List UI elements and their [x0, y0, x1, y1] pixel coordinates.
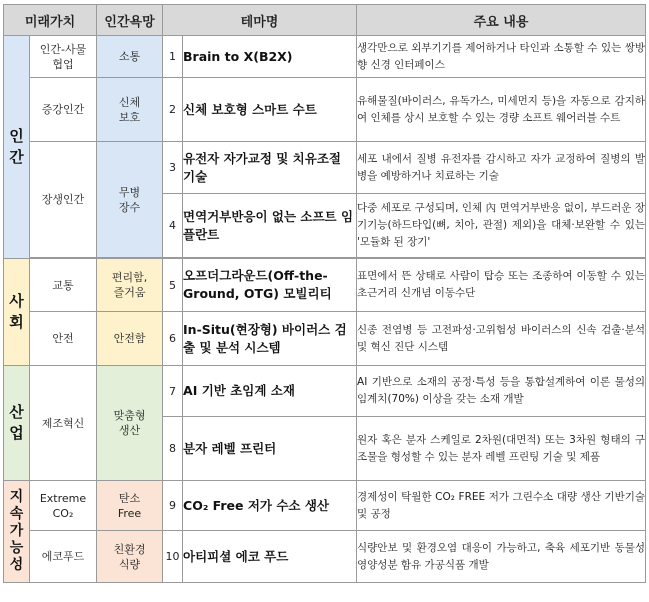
row-number: 3	[163, 142, 183, 194]
need-cell: 안전함	[97, 312, 163, 366]
theme-name: 신체 보호형 스마트 수트	[183, 78, 357, 142]
row-number: 1	[163, 36, 183, 78]
theme-description: 표면에서 뜬 상태로 사람이 탑승 또는 조종하여 이동할 수 있는 초근거리 신개념 이동수단	[357, 259, 646, 312]
row-number: 8	[163, 417, 183, 481]
table-row	[4, 259, 646, 312]
theme-name: Brain to X(B2X)	[183, 36, 357, 78]
theme-description: 세포 내에서 질병 유전자를 감시하고 자가 교정하여 질병의 발병을 예방하거나 치료하는 기술	[357, 142, 646, 194]
table-row	[4, 531, 646, 583]
category-sustainability: 지속가능성	[4, 481, 30, 583]
value-cell: Extreme CO₂	[30, 481, 97, 531]
theme-description: 원자 혹은 분자 스케일로 2차원(대면적) 또는 3차원 형태의 구조물을 형성할 수 있는 분자 레벨 프린팅 기술 및 제품	[357, 417, 646, 481]
row-number: 4	[163, 194, 183, 258]
header-theme: 테마명	[163, 5, 357, 36]
table-row	[4, 366, 646, 417]
theme-name: 오프더그라운드(Off-the-Ground, OTG) 모빌리티	[183, 259, 357, 312]
row-number: 2	[163, 78, 183, 142]
row-number: 6	[163, 312, 183, 366]
value-cell: 인간-사물 협업	[30, 36, 97, 78]
value-cell: 증강인간	[30, 78, 97, 142]
theme-description: 식량안보 및 환경오염 대응이 가능하고, 축육 세포기반 동물성 영양성분 함유 가공식품 개발	[357, 531, 646, 583]
theme-name: 면역거부반응이 없는 소프트 임플란트	[183, 194, 357, 258]
row-number: 7	[163, 366, 183, 417]
need-cell: 신체 보호	[97, 78, 163, 142]
value-cell: 에코푸드	[30, 531, 97, 583]
theme-description: AI 기반으로 소재의 공정·특성 등을 통합설계하여 이론 물성의 임계치(70%) 이상을 갖는 소재 개발	[357, 366, 646, 417]
value-cell: 장생인간	[30, 142, 97, 258]
need-cell: 소통	[97, 36, 163, 78]
need-cell: 무병 장수	[97, 142, 163, 258]
table-row	[4, 142, 646, 194]
header-value: 미래가치	[4, 5, 97, 36]
value-cell: 안전	[30, 312, 97, 366]
theme-name: 분자 레벨 프린터	[183, 417, 357, 481]
category-human: 인간	[4, 36, 30, 259]
category-industry: 산업	[4, 366, 30, 481]
theme-description: 경제성이 탁월한 CO₂ FREE 저가 그린수소 대량 생산 기반기술 및 공정	[357, 481, 646, 531]
header-content: 주요 내용	[357, 5, 646, 36]
theme-description: 유해물질(바이러스, 유독가스, 미세먼지 등)을 자동으로 감지하여 인체를 상시 보호할 수 있는 경량 소프트 웨어러블 수트	[357, 78, 646, 142]
category-society: 사회	[4, 259, 30, 366]
table-row	[4, 78, 646, 142]
table-row	[4, 36, 646, 78]
header-row	[4, 5, 646, 36]
row-number: 10	[163, 531, 183, 583]
theme-description: 신종 전염병 등 고전파성·고위험성 바이러스의 신속 검출·분석 및 혁신 진단 시스템	[357, 312, 646, 366]
row-number: 5	[163, 259, 183, 312]
theme-name: 유전자 자가교정 및 치유조절 기술	[183, 142, 357, 194]
need-cell: 친환경 식량	[97, 531, 163, 583]
theme-description: 생각만으로 외부기기를 제어하거나 타인과 소통할 수 있는 쌍방향 신경 인터페이스	[357, 36, 646, 78]
value-cell: 제조혁신	[30, 366, 97, 481]
future-tech-table	[3, 4, 646, 583]
theme-name: In-Situ(현장형) 바이러스 검출 및 분석 시스템	[183, 312, 357, 366]
theme-name: 아티피셜 에코 푸드	[183, 531, 357, 583]
row-number: 9	[163, 481, 183, 531]
theme-description: 다중 세포로 구성되며, 인체 內 면역거부반응 없이, 부드러운 장기기능(하드타입(뼈, 치아, 관절) 제외)을 대체·보완할 수 있는 '모듈화 된 장기'	[357, 194, 646, 258]
theme-name: AI 기반 초임계 소재	[183, 366, 357, 417]
table-row	[4, 481, 646, 531]
need-cell: 탄소 Free	[97, 481, 163, 531]
table-row	[4, 312, 646, 366]
value-cell: 교통	[30, 259, 97, 312]
need-cell: 편리함, 즐거움	[97, 259, 163, 312]
theme-name: CO₂ Free 저가 수소 생산	[183, 481, 357, 531]
need-cell: 맞춤형 생산	[97, 366, 163, 481]
header-need: 인간욕망	[97, 5, 163, 36]
